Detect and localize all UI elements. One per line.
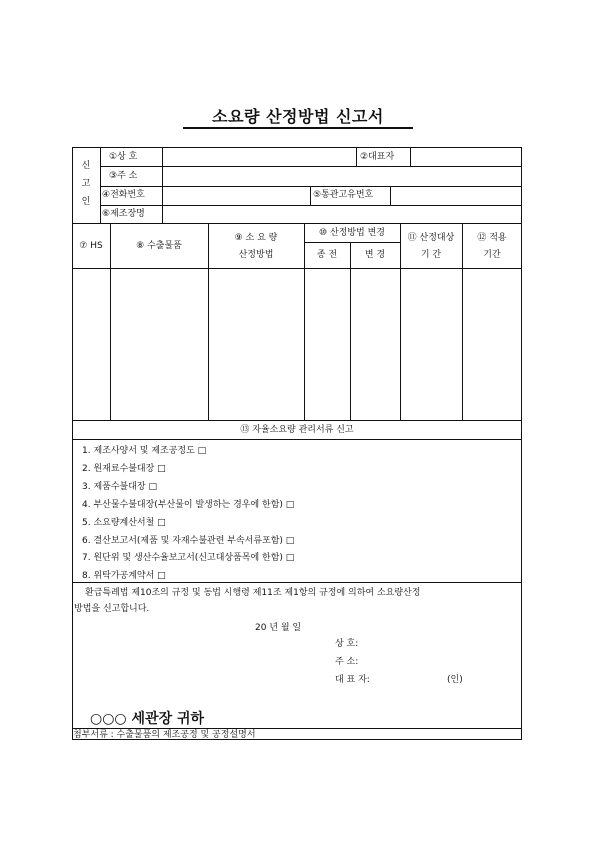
factory-field[interactable] (163, 206, 521, 222)
checklist-item[interactable]: 6. 결산보고서(제품 및 자재수불관련 부속서류포함) □ (82, 536, 295, 546)
apply-period-header: ⑫ 적용 (477, 233, 507, 243)
representative-label: ②대표자 (360, 152, 395, 162)
apply-period-header-sub: 기간 (483, 250, 501, 260)
side-label-char: 인 (81, 197, 91, 207)
checklist-item[interactable]: 3. 제품수불대장 □ (82, 482, 157, 492)
checklist-item[interactable]: 4. 부산물수불대장(부산물이 발생하는 경우에 한함) □ (82, 500, 295, 510)
address-field[interactable] (163, 167, 521, 185)
phone-label: ④전화번호 (102, 190, 145, 200)
declaration-text: 방법을 신고합니다. (74, 604, 150, 614)
target-period-cell[interactable] (401, 269, 461, 419)
target-period-header: ⑪ 산정대상 (407, 233, 455, 243)
declaration-text: 환급특례법 제10조의 규정 및 동법 시행령 제11조 제1항의 규정에 의하여 소요량산정 (85, 588, 421, 598)
attachment-note: 첨부서류 : 수출물품의 제조공정 및 공정설명서 (73, 730, 256, 740)
divider (72, 582, 522, 583)
change-after-cell[interactable] (351, 269, 399, 419)
divider (310, 186, 311, 205)
export-item-cell[interactable] (111, 269, 207, 419)
phone-field[interactable] (163, 187, 309, 204)
apply-period-cell[interactable] (463, 269, 521, 419)
checklist-item[interactable]: 7. 원단위 및 생산수율보고서(신고대상품목에 한함) □ (82, 553, 295, 563)
signature-rep-label: 대 표 자: (335, 675, 370, 685)
addressee: ○○○ 세관장 귀하 (90, 711, 205, 727)
checklist-item[interactable]: 8. 위탁가공계약서 □ (82, 571, 166, 581)
divider (72, 223, 522, 224)
calc-method-header: ⑨ 소 요 량 (234, 233, 278, 243)
divider (304, 242, 400, 243)
customs-id-field[interactable] (391, 187, 521, 204)
calc-method-cell[interactable] (209, 269, 303, 419)
hs-cell[interactable] (73, 269, 109, 419)
company-label: ①상 호 (109, 152, 138, 162)
side-label-char: 고 (81, 179, 91, 189)
side-label-char: 신 (81, 161, 91, 171)
change-before-cell[interactable] (305, 269, 349, 419)
customs-id-label: ⑤통관고유번호 (313, 190, 374, 200)
divider (100, 147, 101, 223)
hs-header: ⑦ HS (79, 241, 103, 251)
target-period-header-sub: 기 간 (420, 250, 442, 260)
checklist-item[interactable]: 5. 소요량계산서철 □ (82, 518, 166, 528)
signature-company-label: 상 호: (335, 639, 359, 649)
export-item-header: ⑧ 수출물품 (136, 241, 182, 251)
form-title: 소요량 산정방법 신고서 (212, 107, 384, 126)
self-mgmt-heading: ⑬ 자율소요량 관리서류 신고 (240, 425, 354, 435)
checklist-item[interactable]: 1. 제조사양서 및 제조공정도 □ (82, 446, 207, 456)
change-after-header: 변 경 (364, 250, 386, 260)
signature-address-label: 주 소: (335, 657, 359, 667)
calc-method-header-sub: 산정방법 (238, 250, 274, 260)
change-header: ⑩ 산정방법 변경 (319, 228, 385, 238)
change-before-header: 종 전 (316, 250, 338, 260)
factory-label: ⑥제조장명 (102, 209, 145, 219)
seal-mark: (인) (447, 675, 463, 685)
representative-field[interactable] (411, 148, 521, 165)
divider (72, 439, 522, 440)
address-label: ③주 소 (109, 171, 138, 181)
title-underline (183, 127, 413, 129)
company-field[interactable] (163, 148, 355, 165)
checklist-item[interactable]: 2. 원재료수불대장 □ (82, 464, 166, 474)
divider (356, 147, 357, 166)
divider (72, 420, 522, 421)
declaration-date[interactable]: 20 년 월 일 (255, 623, 302, 633)
